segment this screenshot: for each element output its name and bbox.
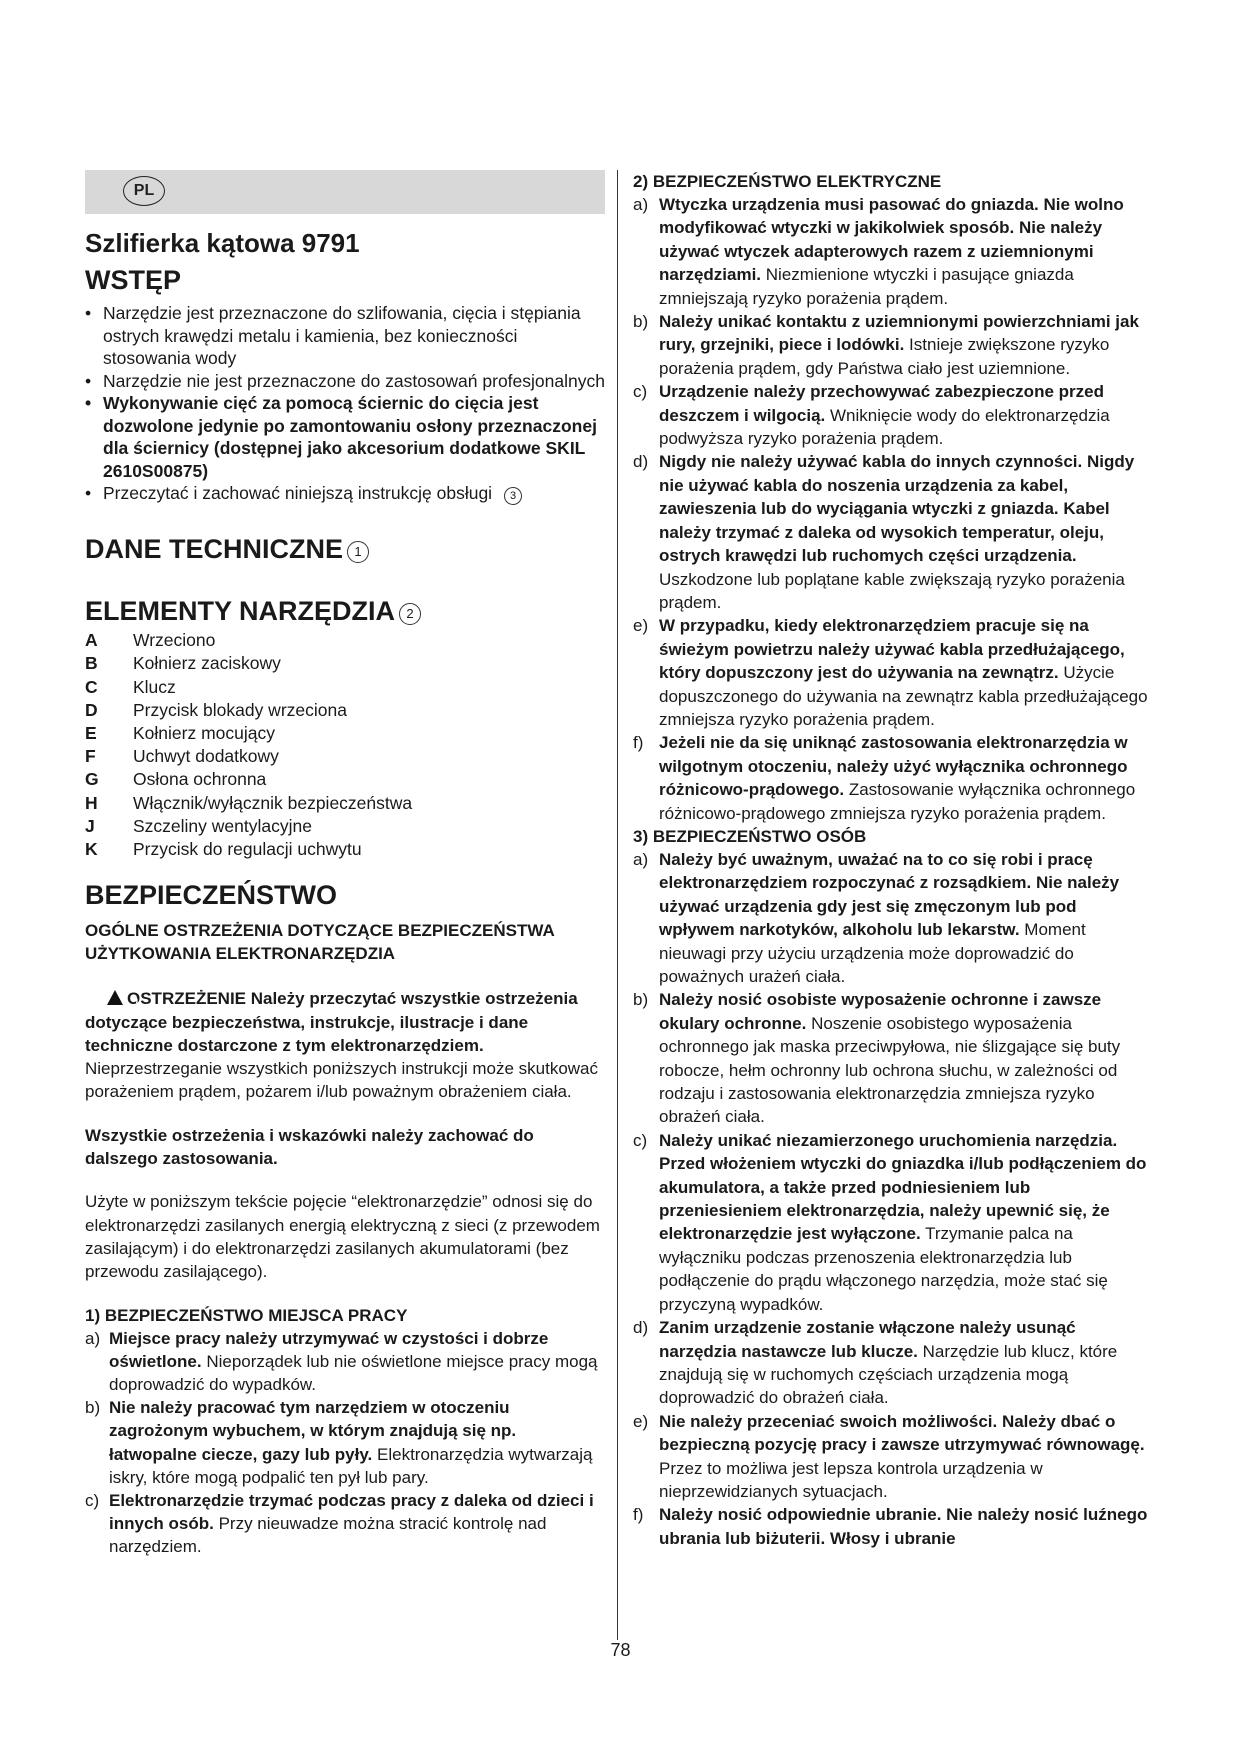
list-item: c) Elektronarzędzie trzymać podczas pracy z daleka od dzieci i innych osób. Przy nieuwadze można stracić kontrolę nad narzędziem. xyxy=(85,1490,594,1557)
right-column xyxy=(633,170,1156,1550)
left-column xyxy=(85,170,605,1559)
list-item: K Przycisk do regulacji uchwytu xyxy=(85,839,362,860)
language-badge: PL xyxy=(123,176,165,206)
list-item: H Włącznik/wyłącznik bezpieczeństwa xyxy=(85,792,413,813)
list-item: D Przycisk blokady wrzeciona xyxy=(85,699,347,720)
column-divider xyxy=(617,170,618,1640)
page-number: 78 xyxy=(610,1640,631,1660)
section-heading: 3) BEZPIECZEŃSTWO OSÓB xyxy=(633,826,867,846)
elements-heading: ELEMENTY NARZĘDZIA 2 xyxy=(85,593,605,629)
list-item: J Szczeliny wentylacyjne xyxy=(85,815,312,836)
list-item: e) W przypadku, kiedy elektronarzędziem pracuje się na świeżym powietrzu należy używać kabla przedłużającego, który dopuszczony jest do używania na zewnątrz. Użycie dopuszczonego do używania na zewnątrz kabla przedłużającego zmniejsza ryzyko porażenia prądem. xyxy=(633,616,1148,729)
list-item: F Uchwyt dodatkowy xyxy=(85,746,279,767)
list-item: • Przeczytać i zachować niniejszą instrukcję obsługi 3 xyxy=(85,482,605,505)
list-item: B Kołnierz zaciskowy xyxy=(85,653,281,674)
warning-paragraph: !OSTRZEŻENIE Należy przeczytać wszystkie ostrzeżenia dotyczące bezpieczeństwa, instrukcje, ilustracje i dane techniczne dostarczone z tym elektronarzędziem. Nieprzestrzeganie wszystkich poniższych instrukcji może skutkować porażeniem prądem, pożarem i/lub poważnym obrażeniem ciała. xyxy=(85,987,605,1103)
warning-icon xyxy=(107,990,123,1005)
list-item: G Osłona ochronna xyxy=(85,769,267,790)
list-item: • Narzędzie nie jest przeznaczone do zastosowań profesjonalnych xyxy=(85,370,605,391)
language-band xyxy=(85,170,605,214)
term-note: Użyte w poniższym tekście pojęcie “elektronarzędzie” odnosi się do elektronarzędzi zasilanych energią elektryczną z sieci (z przewodem zasilającym) i do elektronarzędzi zasilanych akumulatorami (bez przewodu zasilającego). xyxy=(85,1192,600,1282)
tech-data-heading: DANE TECHNICZNE 1 xyxy=(85,531,605,567)
elements-list xyxy=(85,629,605,861)
figure-ref-1: 1 xyxy=(347,541,369,563)
list-item: c) Należy unikać niezamierzonego uruchomienia narzędzia. Przed włożeniem wtyczki do gniazdka i/lub podłączeniem do akumulatora, a także przed podniesieniem lub przeniesieniem elektronarzędzia, należy upewnić się, że elektronarzędzie jest wyłączone. Trzymanie palca na wyłączniku podczas przenoszenia elektronarzędzia lub podłączenie do prądu włączonego narzędzia, może stać się przyczyną wypadków. xyxy=(633,1130,1147,1314)
intro-bullets xyxy=(85,302,605,505)
list-item: f) Jeżeli nie da się uniknąć zastosowania elektronarzędzia w wilgotnym otoczeniu, należy użyć wyłącznika ochronnego różnicowo-prądowego. Zastosowanie wyłącznika ochronnego różnicowo-prądowego zmniejsza ryzyko porażenia prądem. xyxy=(633,733,1136,823)
list-item: a) Należy być uważnym, uważać na to co się robi i pracę elektronarzędziem rozpoczynać z rozsądkiem. Nie należy używać urządzenia gdy jest się zmęczonym lub pod wpływem narkotyków, alkoholu lub lekarstw. Moment nieuwagi przy użyciu urządzenia może doprowadzić do poważnych urażeń ciała. xyxy=(633,849,1120,986)
list-item: • Narzędzie jest przeznaczone do szlifowania, cięcia i stępiania ostrych krawędzi metalu i kamienia, bez konieczności stosowania wody xyxy=(85,303,581,368)
section-heading: 1) BEZPIECZEŃSTWO MIEJSCA PRACY xyxy=(85,1305,408,1325)
list-item: d) Zanim urządzenie zostanie włączone należy usunąć narzędzia nastawcze lub klucze. Narzędzie lub klucz, które znajdują się w ruchomych częściach urządzenia mogą doprowadzić do obrażeń ciała. xyxy=(633,1318,1118,1408)
keep-warnings-note: Wszystkie ostrzeżenia i wskazówki należy zachować do dalszego zastosowania. xyxy=(85,1125,534,1169)
list-item: b) Należy nosić osobiste wyposażenie ochronne i zawsze okulary ochronne. Noszenie osobistego wyposażenia ochronnego jak maska przeciwpyłowa, nie ślizgające się buty robocze, hełm ochronny lub ochrona słuchu, w zależności od rodzaju i zastosowania elektronarzędzia zmniejsza ryzyko obrażeń ciała. xyxy=(633,990,1121,1127)
list-item: a) Wtyczka urządzenia musi pasować do gniazda. Nie wolno modyfikować wtyczki w jakikolwiek sposób. Nie należy używać wtyczek adapterowych razem z uziemnionymi narzędziami. Niezmienione wtyczki i pasujące gniazda zmniejszają ryzyko porażenia prądem. xyxy=(633,195,1124,308)
general-warnings-heading: OGÓLNE OSTRZEŻENIA DOTYCZĄCE BEZPIECZEŃSTWA UŻYTKOWANIA ELEKTRONARZĘDZIA xyxy=(85,921,555,964)
safety-heading: BEZPIECZEŃSTWO xyxy=(85,880,338,911)
list-item: c) Urządzenie należy przechowywać zabezpieczone przed deszczem i wilgocią. Wniknięcie wody do elektronarzędzia podwyższa ryzyko porażenia prądem. xyxy=(633,382,1110,449)
list-item: e) Nie należy przeceniać swoich możliwości. Należy dbać o bezpieczną pozycję pracy i zawsze utrzymywać równowagę. Przez to możliwa jest lepsza kontrola urządzenia w nieprzewidzianych sytuacjach. xyxy=(633,1411,1145,1501)
list-item: • Wykonywanie cięć za pomocą ściernic do cięcia jest dozwolone jedynie po zamontowaniu osłony przeznaczonej dla ściernicy (dostępnej jako akcesorium dodatkowe SKIL 2610S00875) xyxy=(85,393,597,481)
list-item: E Kołnierz mocujący xyxy=(85,723,275,744)
figure-ref-3: 3 xyxy=(504,487,522,505)
list-item: A Wrzeciono xyxy=(85,630,216,651)
list-item: b) Nie należy pracować tym narzędziem w otoczeniu zagrożonym wybuchem, w którym znajdują się np. łatwopalne ciecze, gazy lub pyły. Elektronarzędzia wytwarzają iskry, które mogą podpalić ten pył lub pary. xyxy=(85,1398,593,1487)
product-title: Szlifierka kątowa 9791 xyxy=(85,228,360,258)
intro-heading: WSTĘP xyxy=(85,265,182,295)
list-item: b) Należy unikać kontaktu z uziemnionymi powierzchniami jak rury, grzejniki, piece i lodówki. Istnieje zwiększone ryzyko porażenia prądem, gdy Państwa ciało jest uziemnione. xyxy=(633,312,1139,378)
list-item: d) Nigdy nie należy używać kabla do innych czynności. Nigdy nie używać kabla do noszenia urządzenia za kabel, zawieszenia lub do wyciągania wtyczki z gniazda. Kabel należy trzymać z daleka od wysokich temperatur, oleju, ostrych krawędzi lub ruchomych części urządzenia. Uszkodzone lub poplątane kable zwiększają ryzyko porażenia prądem. xyxy=(633,452,1135,612)
list-item: C Klucz xyxy=(85,676,176,697)
list-item: f) Należy nosić odpowiednie ubranie. Nie należy nosić luźnego ubrania lub biżuterii. Włosy i ubranie xyxy=(633,1505,1148,1548)
figure-ref-2: 2 xyxy=(399,603,421,625)
list-item: a) Miejsce pracy należy utrzymywać w czystości i dobrze oświetlone. Nieporządek lub nie oświetlone miejsce pracy mogą doprowadzić do wypadków. xyxy=(85,1328,598,1394)
section-heading: 2) BEZPIECZEŃSTWO ELEKTRYCZNE xyxy=(633,172,942,191)
